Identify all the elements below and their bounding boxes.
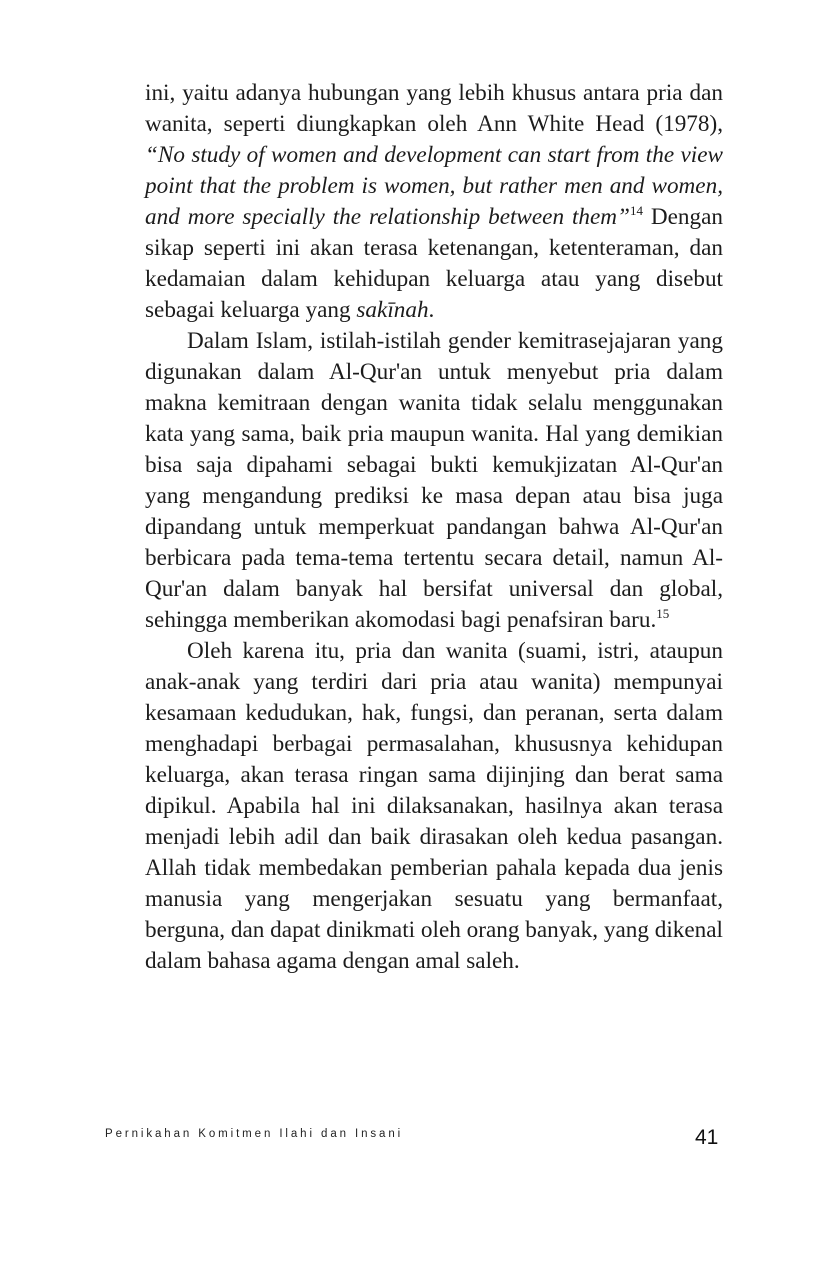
paragraph-2	[145, 326, 723, 636]
running-footer-title: Pernikahan Komitmen Ilahi dan Insani	[105, 1128, 404, 1140]
paragraph-1-text-after-quote: Dengan sikap seperti ini akan terasa ketenangan, ketenteraman, dan kedamaian dalam kehidupan keluarga atau yang disebut sebagai keluarga yang	[145, 204, 723, 323]
paragraph-1-end-punct: .	[428, 297, 435, 323]
english-quote: “No study of women and development can start from the view point that the problem is women, but rather men and women, and more specially the relationship between them”	[145, 142, 723, 230]
transliterated-term: sakīnah	[356, 297, 429, 323]
paragraph-3	[145, 636, 723, 977]
paragraph-2-text: Dalam Islam, istilah-istilah gender kemitrasejajaran yang digunakan dalam Al-Qur'an untuk menyebut pria dalam makna kemitraan dengan wanita tidak selalu menggunakan kata yang sama, baik pria maupun wanita. Hal yang demikian bisa saja dipahami sebagai bukti kemukjizatan Al-Qur'an yang mengandung prediksi ke masa depan atau bisa juga dipandang untuk memperkuat pandangan bahwa Al-Qur'an berbicara pada tema-tema tertentu secara detail, namun Al-Qur'an dalam banyak hal bersifat universal dan global, sehingga memberikan akomodasi bagi penafsiran baru.	[145, 328, 723, 633]
paragraph-3-text: Oleh karena itu, pria dan wanita (suami, istri, ataupun anak-anak yang terdiri dari pria atau wanita) mempunyai kesamaan kedudukan, hak, fungsi, dan peranan, serta dalam menghadapi berbagai permasalahan, khususnya kehidupan keluarga, akan terasa ringan sama dijinjing dan berat sama dipikul. Apabila hal ini dilaksanakan, hasilnya akan terasa menjadi lebih adil dan baik dirasakan oleh kedua pasangan. Allah tidak membedakan pemberian pahala kepada dua jenis manusia yang mengerjakan sesuatu yang bermanfaat, berguna, dan dapat dinikmati oleh orang banyak, yang dikenal dalam bahasa agama dengan amal saleh.	[145, 638, 723, 974]
footnote-ref-14: 14	[629, 203, 643, 218]
page-number: 41	[695, 1126, 719, 1149]
paragraph-1	[145, 78, 723, 326]
page-body	[145, 78, 723, 977]
paragraph-1-text-before-quote: ini, yaitu adanya hubungan yang lebih khusus antara pria dan wanita, seperti diungkapkan oleh Ann White Head (1978),	[145, 80, 723, 137]
footnote-ref-15: 15	[656, 606, 670, 621]
